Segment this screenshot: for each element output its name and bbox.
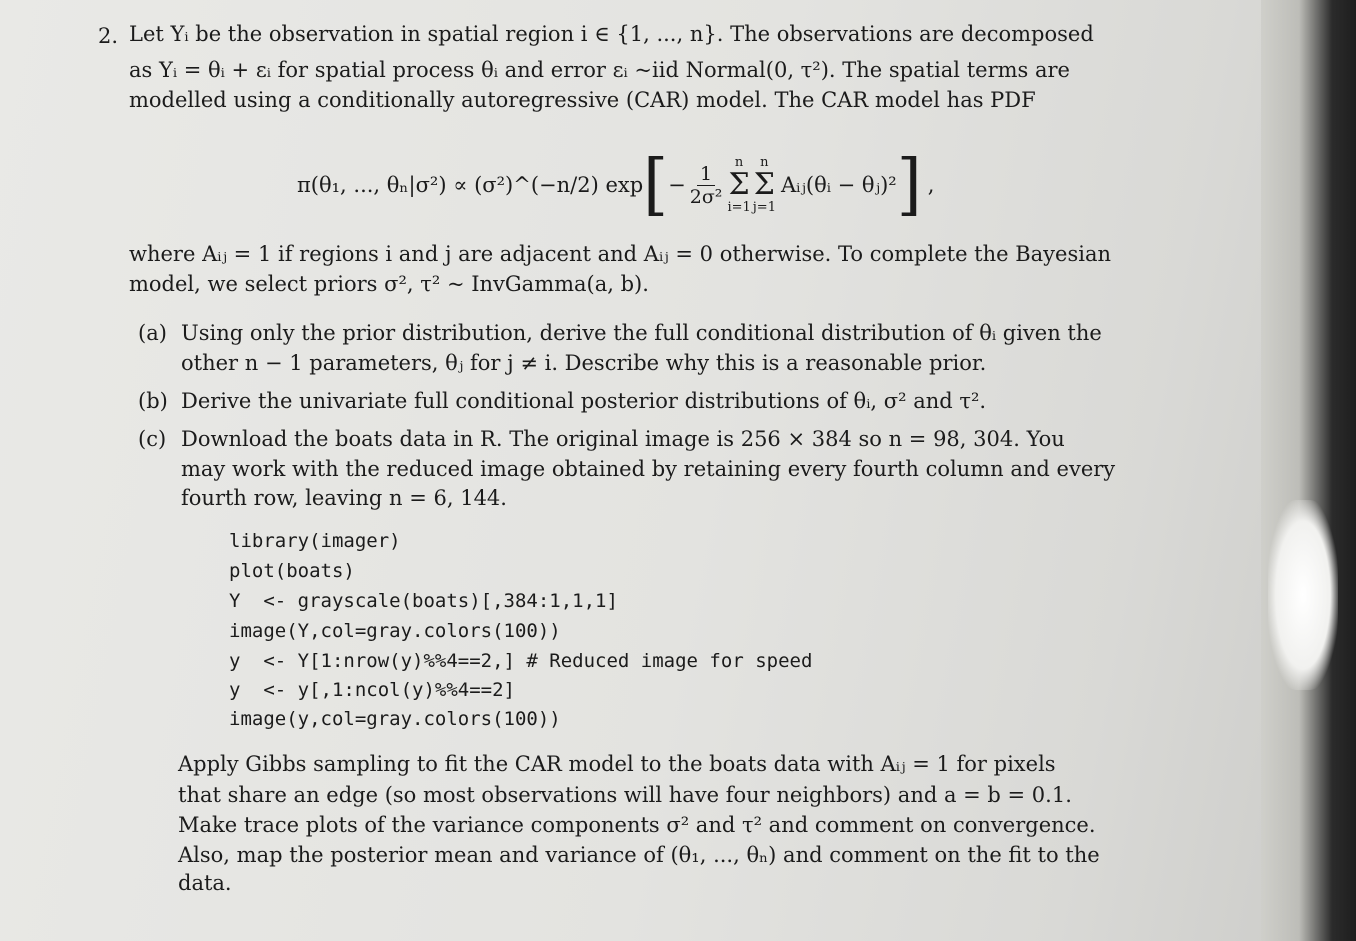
sum-j-lower: j=1 [752, 200, 776, 215]
part-c-line-1: Download the boats data in R. The original image is 256 × 384 so n = 98, 304. You [181, 427, 1065, 451]
part-c-line-3: fourth row, leaving n = 6, 144. [181, 486, 507, 510]
code-line-3: Y <- grayscale(boats)[,384:1,1,1] [229, 590, 618, 612]
sum-i [727, 155, 750, 215]
part-b-label: (b) [138, 389, 168, 413]
part-b-line-1: Derive the univariate full conditional posterior distributions of θᵢ, σ² and τ². [181, 389, 987, 413]
sum-j-upper: n [760, 155, 769, 170]
left-bracket: [ [643, 146, 669, 224]
code-line-4: image(Y,col=gray.colors(100)) [229, 620, 561, 642]
fraction-numerator: 1 [697, 163, 715, 186]
code-line-7: image(y,col=gray.colors(100)) [229, 708, 561, 730]
sigma-icon: Σ [728, 167, 750, 202]
part-a-line-1: Using only the prior distribution, derive the full conditional distribution of θᵢ given the [181, 321, 1102, 345]
sum-i-lower: i=1 [727, 200, 751, 215]
after-line-1: where Aᵢⱼ = 1 if regions i and j are adjacent and Aᵢⱼ = 0 otherwise. To complete the Bayesian [129, 242, 1112, 266]
right-bracket: ] [896, 146, 922, 224]
car-pdf-equation [297, 140, 934, 230]
sum-i-upper: n [734, 155, 744, 170]
equation-trailing-comma: , [927, 173, 935, 197]
code-line-6: y <- y[,1:ncol(y)%%4==2] [229, 679, 515, 701]
light-reflection [1268, 500, 1338, 690]
closing-line-5: data. [178, 871, 232, 895]
part-a-line-2: other n − 1 parameters, θⱼ for j ≠ i. Describe why this is a reasonable prior. [181, 351, 987, 375]
code-line-1: library(imager) [229, 530, 401, 552]
part-a-label: (a) [138, 321, 167, 345]
part-c-label: (c) [138, 427, 167, 451]
after-line-2: model, we select priors σ², τ² ~ InvGamma(a, b). [129, 272, 649, 296]
fraction-denominator: 2σ² [689, 185, 723, 208]
equation-summand: Aᵢⱼ(θᵢ − θⱼ)² [780, 173, 897, 197]
equation-minus: − [668, 173, 686, 197]
sum-j [753, 155, 776, 215]
sigma-icon: Σ [753, 167, 775, 202]
problem-number: 2. [98, 24, 119, 48]
closing-line-1: Apply Gibbs sampling to fit the CAR model to the boats data with Aᵢⱼ = 1 for pixels [178, 752, 1056, 776]
equation-lhs: π(θ₁, ..., θₙ|σ²) ∝ (σ²)^(−n/2) exp [297, 173, 644, 197]
equation-fraction [690, 163, 723, 208]
closing-line-2: that share an edge (so most observations will have four neighbors) and a = b = 0.1. [178, 783, 1072, 807]
intro-line-3: modelled using a conditionally autoregressive (CAR) model. The CAR model has PDF [129, 88, 1036, 112]
intro-line-1: Let Yᵢ be the observation in spatial region i ∈ {1, ..., n}. The observations are decomposed [129, 22, 1094, 46]
code-line-5: y <- Y[1:nrow(y)%%4==2,] # Reduced image for speed [229, 650, 813, 672]
closing-line-3: Make trace plots of the variance components σ² and τ² and comment on convergence. [178, 813, 1096, 837]
part-c-line-2: may work with the reduced image obtained by retaining every fourth column and every [181, 457, 1116, 481]
closing-line-4: Also, map the posterior mean and variance of (θ₁, ..., θₙ) and comment on the fit to the [178, 843, 1100, 867]
desk-background [1261, 0, 1356, 941]
intro-line-2: as Yᵢ = θᵢ + εᵢ for spatial process θᵢ and error εᵢ ~iid Normal(0, τ²). The spatial terms are [129, 58, 1070, 82]
code-line-2: plot(boats) [229, 560, 355, 582]
